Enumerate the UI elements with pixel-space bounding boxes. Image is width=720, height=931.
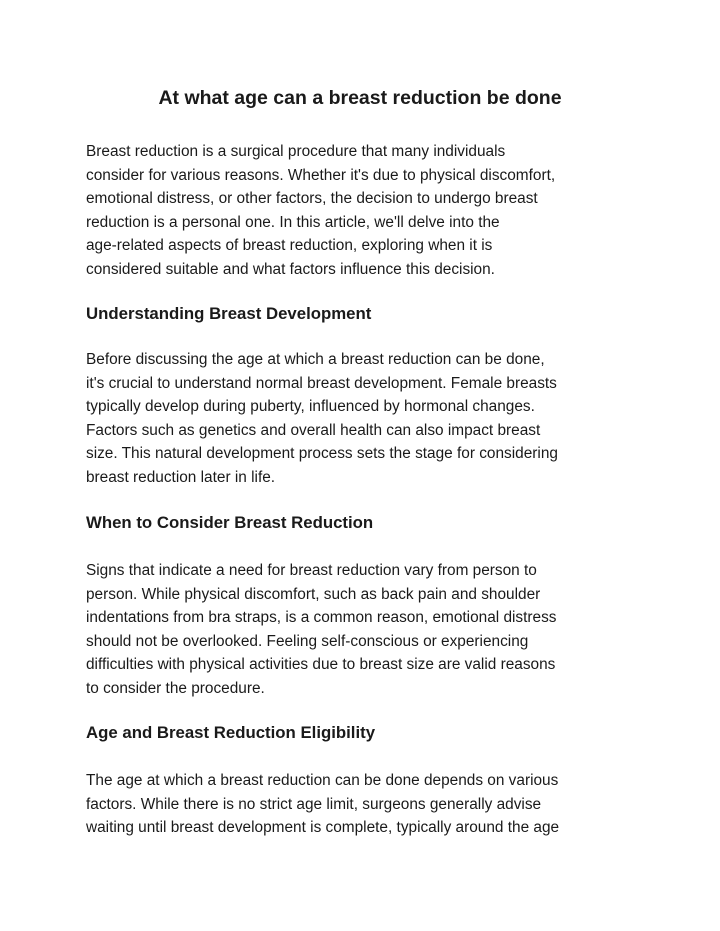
text-line: typically develop during puberty, influenced by hormonal changes. xyxy=(86,398,535,416)
text-line: breast reduction later in life. xyxy=(86,468,276,486)
text-line: The age at which a breast reduction can be done depends on various xyxy=(86,772,559,789)
text-line: reduction is a personal one. In this article, we'll delve into the xyxy=(86,213,500,231)
text-line: Factors such as genetics and overall health can also impact breast xyxy=(86,421,541,439)
section-paragraph-development xyxy=(86,348,646,490)
text-line: difficulties with physical activities due to breast size are valid reasons xyxy=(86,656,556,674)
text-line: Before discussing the age at which a breast reduction can be done, xyxy=(86,351,545,368)
text-line: it's crucial to understand normal breast development. Female breasts xyxy=(86,374,557,392)
text-line: Breast reduction is a surgical procedure that many individuals xyxy=(86,143,506,160)
text-line: considered suitable and what factors influence this decision. xyxy=(86,260,495,278)
intro-paragraph xyxy=(86,140,646,282)
text-line: indentations from bra straps, is a common reason, emotional distress xyxy=(86,609,557,627)
text-line: emotional distress, or other factors, the decision to undergo breast xyxy=(86,190,538,208)
text-line: size. This natural development process sets the stage for considering xyxy=(86,445,558,463)
text-line: consider for various reasons. Whether it's due to physical discomfort, xyxy=(86,166,556,184)
text-line: Signs that indicate a need for breast reduction vary from person to xyxy=(86,562,537,579)
section-paragraph-when-to-consider xyxy=(86,559,646,701)
section-heading-eligibility: Age and Breast Reduction Eligibility xyxy=(86,723,376,742)
text-line: to consider the procedure. xyxy=(86,679,265,697)
page-title: At what age can a breast reduction be done xyxy=(158,87,562,109)
section-heading-development: Understanding Breast Development xyxy=(86,304,372,323)
text-line: waiting until breast development is complete, typically around the age xyxy=(86,819,560,837)
text-line: person. While physical discomfort, such as back pain and shoulder xyxy=(86,585,541,603)
section-heading-when-to-consider: When to Consider Breast Reduction xyxy=(86,513,374,532)
section-paragraph-eligibility xyxy=(86,769,646,840)
text-line: should not be overlooked. Feeling self-conscious or experiencing xyxy=(86,632,529,650)
text-line: age-related aspects of breast reduction, exploring when it is xyxy=(86,237,493,255)
text-line: factors. While there is no strict age limit, surgeons generally advise xyxy=(86,795,542,813)
